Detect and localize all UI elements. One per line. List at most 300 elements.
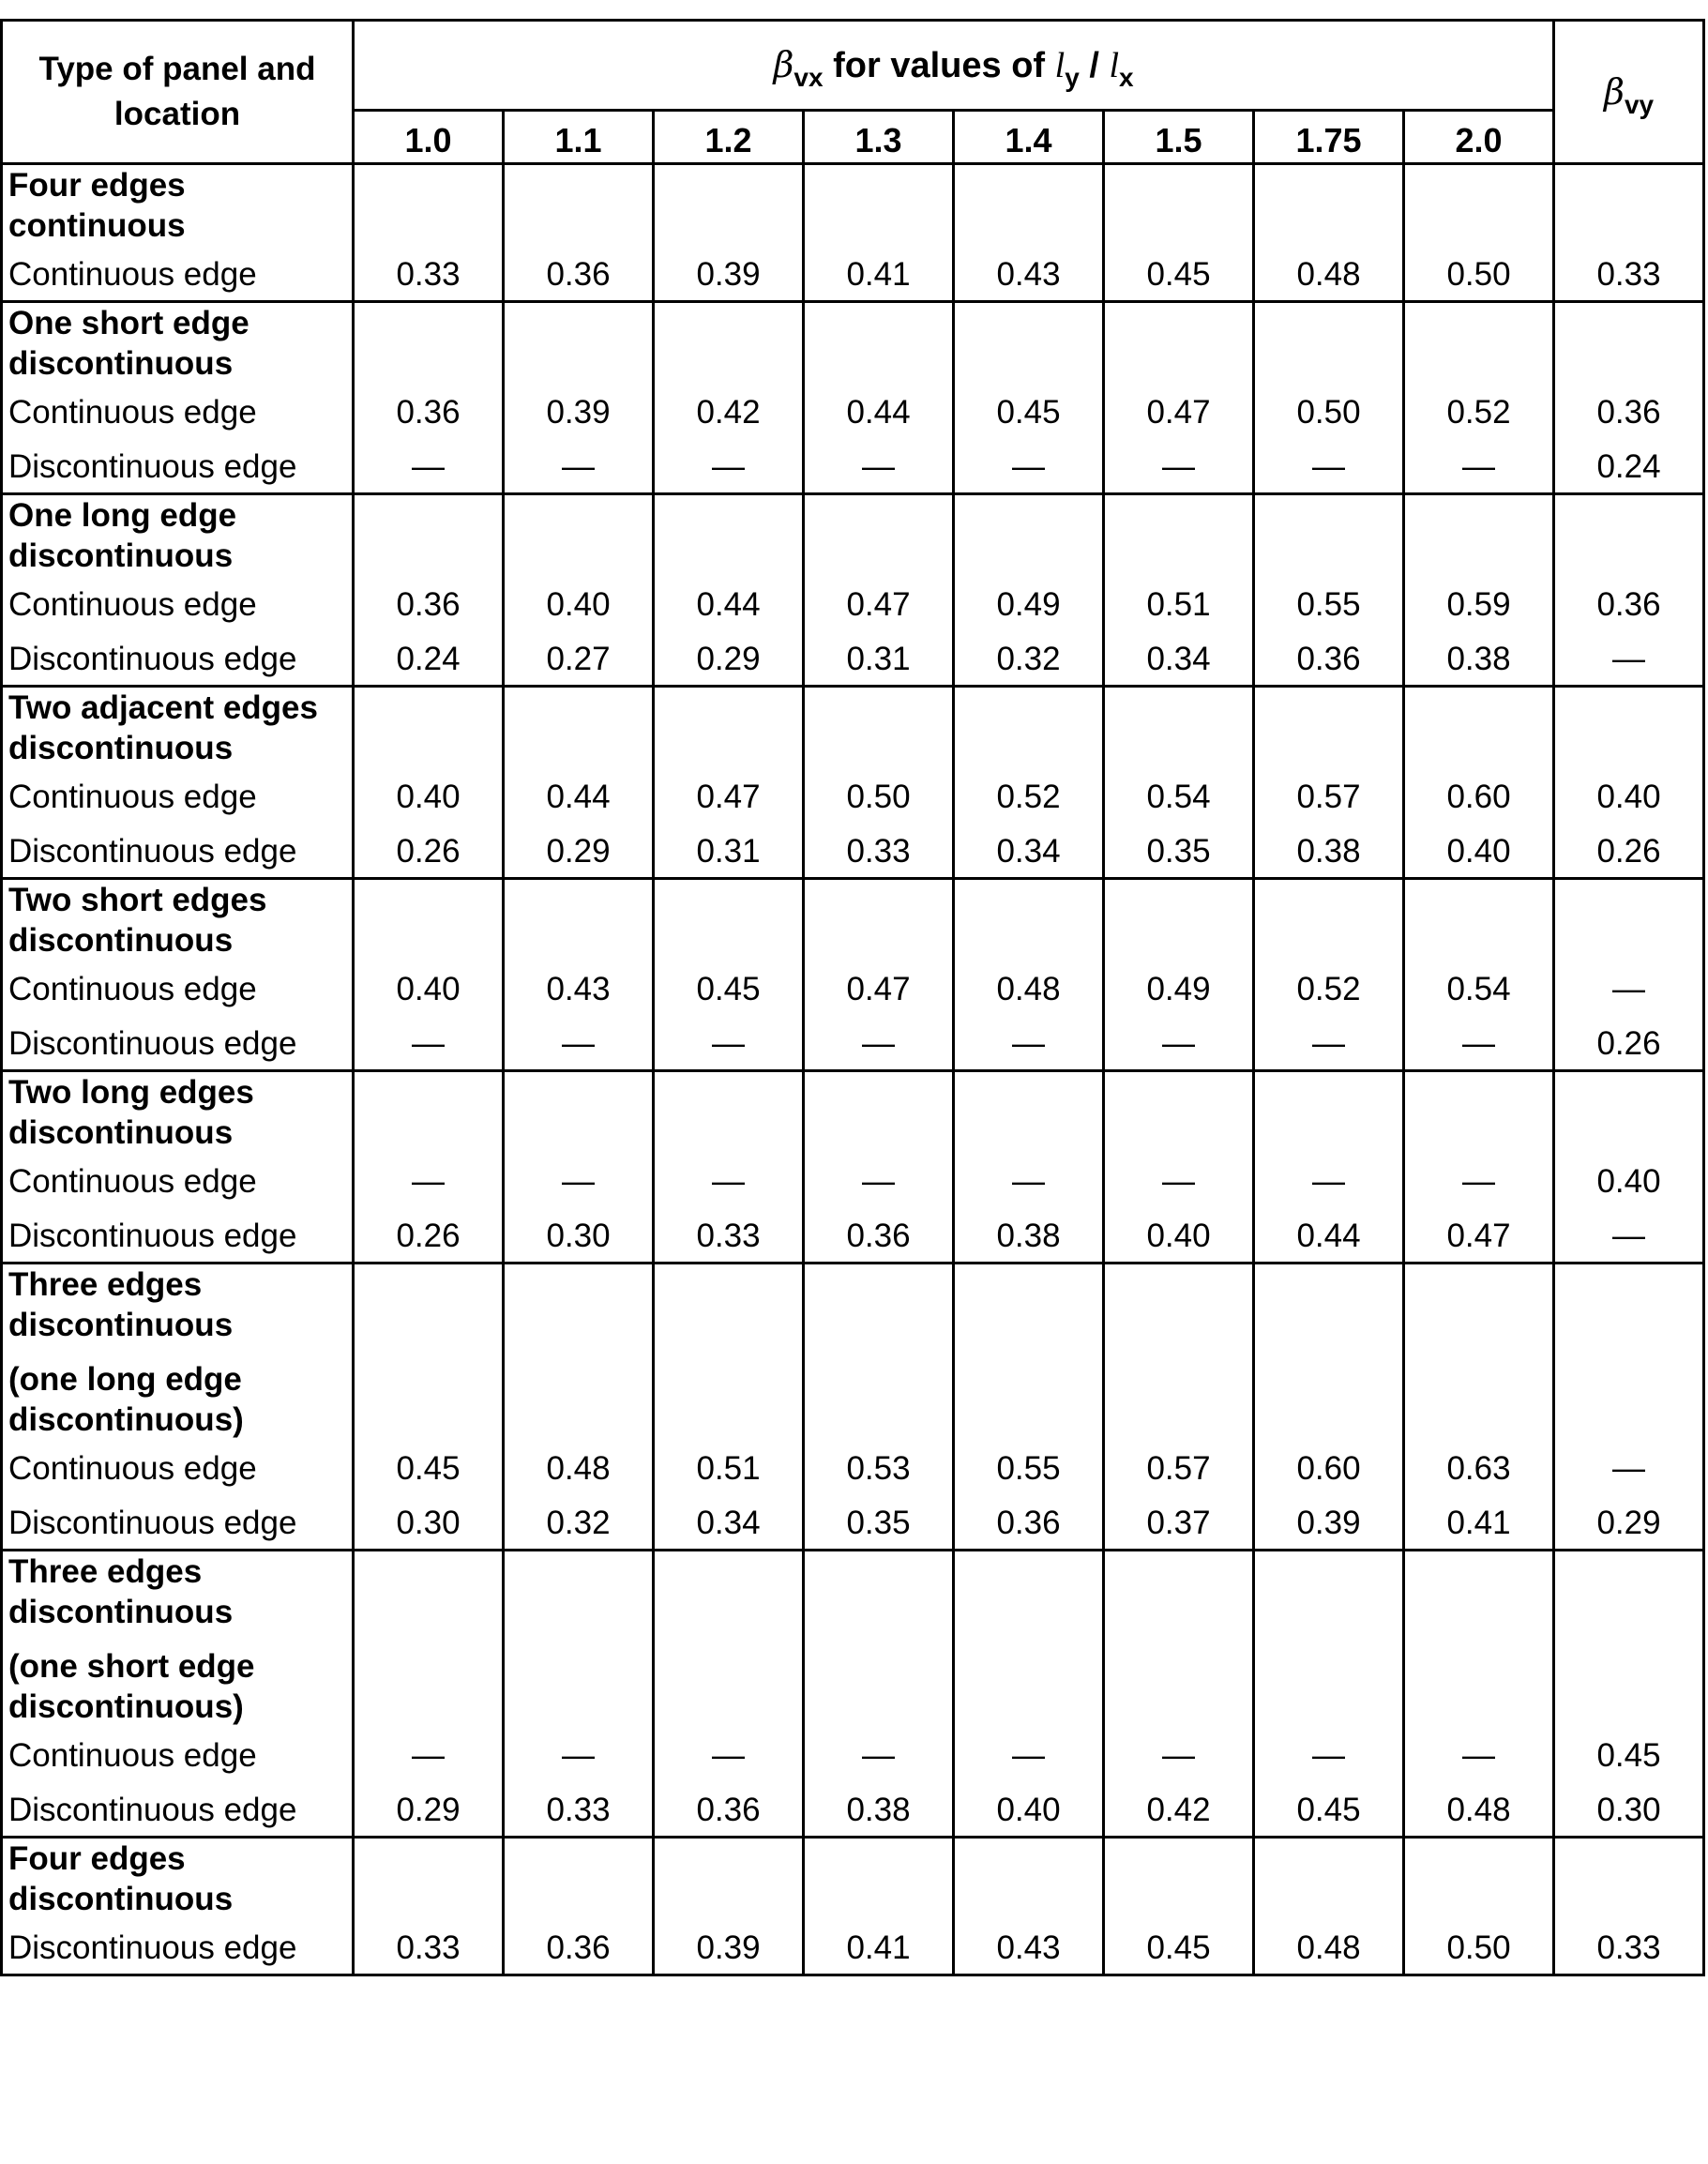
heading-spacer (8, 1345, 352, 1359)
beta-vx-value: — (1462, 1163, 1496, 1200)
cell-spacer (1405, 1072, 1552, 1112)
panel-type-cell (2, 1551, 354, 1838)
cell-spacer (355, 1072, 502, 1112)
beta-vy-value: 0.40 (1596, 779, 1661, 815)
cell-spacer (355, 1305, 502, 1345)
cell-spacer (1105, 165, 1252, 205)
beta-vx-value: — (412, 448, 445, 485)
cell-spacer (355, 165, 502, 205)
cell-spacer (355, 1345, 502, 1385)
beta-vx-cell (1404, 1551, 1554, 1838)
beta-vy-symbol: β (1603, 70, 1625, 113)
beta-vx-value: 0.47 (1146, 394, 1211, 431)
ly-subscript: y (1065, 62, 1080, 92)
cell-spacer (1255, 1305, 1402, 1345)
beta-vx-value: 0.26 (396, 833, 461, 870)
cell-spacer (955, 1672, 1102, 1713)
beta-vx-cell (504, 879, 654, 1071)
panel-type-heading: discontinuous (8, 537, 234, 574)
cell-spacer (1555, 880, 1702, 920)
cell-spacer (1255, 1592, 1402, 1632)
panel-type-cell (2, 1071, 354, 1264)
cell-spacer (355, 920, 502, 961)
cell-spacer (1255, 1632, 1402, 1672)
cell-spacer (505, 1426, 652, 1440)
beta-vx-value: — (1312, 1025, 1345, 1062)
cell-spacer (655, 536, 802, 576)
beta-vx-value: 0.42 (1146, 1792, 1211, 1828)
beta-vx-cell (654, 1071, 804, 1264)
beta-vx-value: — (1012, 1025, 1045, 1062)
beta-vx-cell (954, 687, 1104, 879)
beta-vx-cell (954, 1838, 1104, 1975)
cell-spacer (505, 343, 652, 384)
beta-vx-value: 0.34 (696, 1505, 761, 1541)
beta-vx-value: 0.41 (846, 1929, 911, 1966)
beta-vy-value: 0.36 (1596, 394, 1661, 431)
cell-spacer (355, 1632, 502, 1672)
cell-spacer (355, 728, 502, 768)
cell-spacer (655, 1112, 802, 1153)
cell-spacer (805, 1713, 952, 1727)
beta-vx-value: 0.29 (696, 641, 761, 677)
beta-vx-cell (954, 1264, 1104, 1551)
cell-spacer (1105, 728, 1252, 768)
cell-spacer (1105, 1879, 1252, 1919)
panel-type-heading: One short edge (8, 305, 249, 341)
beta-vx-value: — (1162, 1163, 1195, 1200)
cell-spacer (505, 495, 652, 536)
cell-spacer (1555, 495, 1702, 536)
cell-spacer (955, 1592, 1102, 1632)
panel-group-row (2, 687, 1704, 879)
cell-spacer (1405, 1879, 1552, 1919)
beta-vx-cell (354, 1071, 504, 1264)
cell-spacer (1555, 688, 1702, 728)
beta-vx-value: — (562, 1025, 595, 1062)
beta-vy-cell (1554, 1551, 1704, 1838)
beta-vx-cell (354, 879, 504, 1071)
edge-location-label: Discontinuous edge (8, 1929, 297, 1966)
beta-vx-value: — (862, 1737, 895, 1774)
cell-spacer (505, 165, 652, 205)
beta-vx-value: — (862, 448, 895, 485)
cell-spacer (955, 1345, 1102, 1385)
cell-spacer (1105, 1632, 1252, 1672)
beta-vx-value: 0.47 (846, 971, 911, 1007)
cell-spacer (1255, 920, 1402, 961)
beta-vx-cell (954, 1071, 1104, 1264)
beta-vx-value: 0.29 (396, 1792, 461, 1828)
beta-vx-value: — (1162, 448, 1195, 485)
beta-vx-value: — (562, 1737, 595, 1774)
beta-vx-cell (354, 494, 504, 687)
beta-vx-cell (1254, 1264, 1404, 1551)
panel-type-heading: discontinuous (8, 1307, 234, 1343)
cell-spacer (955, 920, 1102, 961)
cell-spacer (505, 1632, 652, 1672)
beta-vx-cell (804, 164, 954, 302)
cell-spacer (1405, 343, 1552, 384)
cell-spacer (805, 1879, 952, 1919)
beta-vx-cell (1404, 687, 1554, 879)
beta-vx-value: 0.31 (846, 641, 911, 677)
beta-vx-value: — (412, 1737, 445, 1774)
cell-spacer (1105, 303, 1252, 343)
beta-vx-cell (804, 302, 954, 494)
cell-spacer (655, 1879, 802, 1919)
beta-vx-value: 0.48 (996, 971, 1061, 1007)
panel-type-heading: Two short edges (8, 882, 267, 918)
panel-type-heading: discontinuous) (8, 1401, 244, 1438)
cell-spacer (1105, 495, 1252, 536)
beta-vy-value: — (1612, 1218, 1646, 1254)
beta-vy-value: — (1612, 641, 1646, 677)
panel-type-cell (2, 164, 354, 302)
cell-spacer (1105, 1385, 1252, 1426)
beta-vx-value: 0.36 (546, 256, 611, 293)
beta-vx-cell (504, 164, 654, 302)
beta-vy-value: 0.36 (1596, 586, 1661, 623)
cell-spacer (1255, 165, 1402, 205)
beta-vx-cell (954, 494, 1104, 687)
cell-spacer (955, 1072, 1102, 1112)
cell-spacer (505, 303, 652, 343)
beta-vx-value: 0.38 (1446, 641, 1511, 677)
beta-vx-value: 0.52 (1446, 394, 1511, 431)
edge-location-label: Discontinuous edge (8, 448, 297, 485)
cell-spacer (1405, 495, 1552, 536)
cell-spacer (955, 1839, 1102, 1879)
edge-location-label: Discontinuous edge (8, 1792, 297, 1828)
edge-location-label: Discontinuous edge (8, 1218, 297, 1254)
cell-spacer (355, 536, 502, 576)
edge-location-label: Discontinuous edge (8, 1025, 297, 1062)
type-of-panel-header: Type of panel and location (2, 21, 354, 164)
beta-vx-value: 0.52 (1296, 971, 1361, 1007)
beta-vx-cell (354, 1551, 504, 1838)
cell-spacer (955, 688, 1102, 728)
beta-vx-cell (1254, 494, 1404, 687)
beta-vx-cell (654, 494, 804, 687)
ratio-header: 1.4 (954, 110, 1104, 163)
cell-spacer (1405, 1264, 1552, 1305)
cell-spacer (655, 165, 802, 205)
cell-spacer (805, 536, 952, 576)
cell-spacer (1255, 1385, 1402, 1426)
cell-spacer (955, 536, 1102, 576)
cell-spacer (505, 1551, 652, 1592)
beta-vx-cell (804, 1071, 954, 1264)
beta-vx-value: 0.35 (846, 1505, 911, 1541)
cell-spacer (505, 1592, 652, 1632)
beta-vx-value: 0.48 (1296, 1929, 1361, 1966)
cell-spacer (805, 1592, 952, 1632)
beta-vy-cell (1554, 494, 1704, 687)
cell-spacer (505, 205, 652, 246)
beta-vx-value: — (1162, 1025, 1195, 1062)
cell-spacer (655, 303, 802, 343)
cell-spacer (1405, 688, 1552, 728)
beta-vx-value: 0.38 (996, 1218, 1061, 1254)
beta-vx-value: 0.53 (846, 1450, 911, 1487)
beta-vx-value: — (1462, 1737, 1496, 1774)
beta-vx-value: 0.33 (546, 1792, 611, 1828)
cell-spacer (655, 1072, 802, 1112)
beta-vx-value: — (1312, 1163, 1345, 1200)
edge-location-label: Discontinuous edge (8, 641, 297, 677)
beta-vy-value: 0.26 (1596, 833, 1661, 870)
beta-vx-cell (354, 1264, 504, 1551)
cell-spacer (805, 165, 952, 205)
cell-spacer (505, 536, 652, 576)
beta-vx-cell (504, 1264, 654, 1551)
panel-type-heading: discontinuous (8, 922, 234, 959)
beta-vx-cell (1404, 879, 1554, 1071)
cell-spacer (1255, 1713, 1402, 1727)
cell-spacer (1255, 728, 1402, 768)
beta-vx-cell (504, 302, 654, 494)
beta-vx-value: 0.40 (396, 971, 461, 1007)
beta-vx-value: 0.60 (1296, 1450, 1361, 1487)
cell-spacer (655, 1264, 802, 1305)
cell-spacer (655, 920, 802, 961)
shear-coefficient-table (0, 19, 1705, 1976)
beta-vx-value: 0.47 (1446, 1218, 1511, 1254)
panel-type-heading: Three edges (8, 1266, 203, 1303)
beta-vy-cell (1554, 1264, 1704, 1551)
cell-spacer (505, 1385, 652, 1426)
cell-spacer (355, 1426, 502, 1440)
panel-type-heading: Three edges (8, 1553, 203, 1590)
panel-type-heading: discontinuous (8, 1594, 234, 1630)
beta-vx-value: — (862, 1025, 895, 1062)
cell-spacer (1105, 1305, 1252, 1345)
cell-spacer (1555, 1426, 1702, 1440)
beta-vx-cell (1404, 302, 1554, 494)
cell-spacer (1405, 1385, 1552, 1426)
cell-spacer (505, 1264, 652, 1305)
beta-vy-cell (1554, 164, 1704, 302)
cell-spacer (955, 1426, 1102, 1440)
cell-spacer (655, 495, 802, 536)
cell-spacer (655, 205, 802, 246)
beta-vx-cell (1254, 879, 1404, 1071)
beta-vx-cell (954, 302, 1104, 494)
cell-spacer (955, 1879, 1102, 1919)
beta-vx-value: 0.31 (696, 833, 761, 870)
beta-vx-value: 0.41 (846, 256, 911, 293)
cell-spacer (1255, 205, 1402, 246)
cell-spacer (1105, 1112, 1252, 1153)
beta-vy-value: 0.33 (1596, 256, 1661, 293)
cell-spacer (805, 1839, 952, 1879)
beta-vx-value: 0.49 (996, 586, 1061, 623)
edge-location-label: Continuous edge (8, 1737, 257, 1774)
panel-group-row (2, 1838, 1704, 1975)
beta-vx-cell (804, 1264, 954, 1551)
cell-spacer (805, 728, 952, 768)
panel-type-cell (2, 494, 354, 687)
cell-spacer (1555, 1713, 1702, 1727)
panel-group-row (2, 1551, 1704, 1838)
cell-spacer (1105, 1839, 1252, 1879)
beta-vx-cell (954, 164, 1104, 302)
panel-type-heading: Four edges (8, 167, 186, 204)
beta-vx-value: — (1462, 448, 1496, 485)
beta-vx-cell (1104, 1071, 1254, 1264)
beta-vx-cell (1104, 302, 1254, 494)
cell-spacer (1105, 1072, 1252, 1112)
cell-spacer (1405, 1839, 1552, 1879)
beta-vx-value: 0.36 (996, 1505, 1061, 1541)
cell-spacer (355, 1112, 502, 1153)
cell-spacer (505, 1072, 652, 1112)
beta-vx-value: 0.44 (696, 586, 761, 623)
cell-spacer (355, 688, 502, 728)
beta-vx-cell (954, 1551, 1104, 1838)
cell-spacer (1405, 880, 1552, 920)
beta-vx-cell (1254, 164, 1404, 302)
beta-vx-value: — (1312, 448, 1345, 485)
cell-spacer (1405, 1632, 1552, 1672)
cell-spacer (805, 1264, 952, 1305)
cell-spacer (955, 1385, 1102, 1426)
cell-spacer (655, 1551, 802, 1592)
cell-spacer (505, 1672, 652, 1713)
beta-vx-cell (1254, 1551, 1404, 1838)
beta-vx-cell (1104, 1551, 1254, 1838)
cell-spacer (955, 343, 1102, 384)
cell-spacer (1105, 1264, 1252, 1305)
cell-spacer (1255, 1839, 1402, 1879)
cell-spacer (505, 1345, 652, 1385)
beta-vx-value: 0.47 (696, 779, 761, 815)
beta-vx-value: 0.24 (396, 641, 461, 677)
cell-spacer (355, 1713, 502, 1727)
cell-spacer (655, 1672, 802, 1713)
beta-vx-cell (804, 1551, 954, 1838)
beta-vx-cell (1404, 1071, 1554, 1264)
beta-vx-value: 0.30 (546, 1218, 611, 1254)
cell-spacer (1405, 728, 1552, 768)
beta-vx-value: — (1012, 1737, 1045, 1774)
ratio-header: 1.3 (804, 110, 954, 163)
beta-vy-value: 0.24 (1596, 448, 1661, 485)
cell-spacer (955, 165, 1102, 205)
cell-spacer (355, 303, 502, 343)
cell-spacer (805, 920, 952, 961)
beta-vx-cell (1404, 494, 1554, 687)
beta-vx-value: 0.39 (1296, 1505, 1361, 1541)
cell-spacer (1555, 728, 1702, 768)
cell-spacer (805, 1672, 952, 1713)
panel-group-row (2, 164, 1704, 302)
beta-vx-value: 0.52 (996, 779, 1061, 815)
cell-spacer (1255, 536, 1402, 576)
cell-spacer (1255, 1426, 1402, 1440)
cell-spacer (1405, 1592, 1552, 1632)
cell-spacer (955, 1713, 1102, 1727)
cell-spacer (805, 880, 952, 920)
panel-type-heading: (one long edge (8, 1361, 242, 1398)
cell-spacer (1405, 1305, 1552, 1345)
header-row-top (2, 21, 1704, 111)
cell-spacer (1255, 1112, 1402, 1153)
beta-vx-header (354, 21, 1554, 111)
cell-spacer (805, 303, 952, 343)
beta-vx-value: 0.57 (1296, 779, 1361, 815)
beta-vx-cell (1404, 1838, 1554, 1975)
cell-spacer (955, 1264, 1102, 1305)
beta-vx-value: 0.43 (996, 1929, 1061, 1966)
beta-vx-value: 0.42 (696, 394, 761, 431)
ratio-header: 1.0 (354, 110, 504, 163)
beta-vx-value: 0.44 (1296, 1218, 1361, 1254)
beta-vx-value: 0.57 (1146, 1450, 1211, 1487)
beta-vx-value: 0.32 (996, 641, 1061, 677)
beta-vx-value: 0.36 (696, 1792, 761, 1828)
cell-spacer (955, 495, 1102, 536)
cell-spacer (1555, 1385, 1702, 1426)
panel-group-row (2, 1071, 1704, 1264)
lx-symbol: l (1109, 45, 1120, 85)
beta-vx-cell (654, 1264, 804, 1551)
beta-vx-value: 0.50 (1296, 394, 1361, 431)
cell-spacer (655, 1305, 802, 1345)
cell-spacer (1255, 1264, 1402, 1305)
table-body (2, 164, 1704, 1975)
beta-vx-value: — (712, 448, 745, 485)
cell-spacer (805, 1305, 952, 1345)
beta-vx-value: 0.40 (1446, 833, 1511, 870)
cell-spacer (505, 728, 652, 768)
beta-vy-value: 0.33 (1596, 1929, 1661, 1966)
cell-spacer (655, 1385, 802, 1426)
cell-spacer (355, 1839, 502, 1879)
panel-type-heading: Two adjacent edges (8, 689, 318, 726)
beta-vx-value: 0.29 (546, 833, 611, 870)
beta-vx-value: 0.34 (996, 833, 1061, 870)
cell-spacer (1105, 1592, 1252, 1632)
cell-spacer (655, 728, 802, 768)
panel-type-cell (2, 1264, 354, 1551)
panel-group-row (2, 302, 1704, 494)
beta-vx-cell (804, 879, 954, 1071)
ratio-header: 1.5 (1104, 110, 1254, 163)
beta-vx-cell (1104, 1838, 1254, 1975)
cell-spacer (1405, 536, 1552, 576)
cell-spacer (1555, 205, 1702, 246)
beta-vx-cell (1104, 687, 1254, 879)
cell-spacer (355, 880, 502, 920)
beta-vx-value: 0.37 (1146, 1505, 1211, 1541)
ratio-header: 1.2 (654, 110, 804, 163)
beta-vx-value: — (712, 1737, 745, 1774)
beta-vx-cell (804, 1838, 954, 1975)
beta-vx-cell (954, 879, 1104, 1071)
beta-vx-value: — (562, 1163, 595, 1200)
beta-vx-value: 0.44 (846, 394, 911, 431)
beta-vy-cell (1554, 1071, 1704, 1264)
cell-spacer (1255, 1072, 1402, 1112)
beta-vx-symbol: β (773, 43, 794, 85)
beta-vx-cell (654, 1838, 804, 1975)
beta-vy-value: 0.30 (1596, 1792, 1661, 1828)
cell-spacer (805, 1426, 952, 1440)
beta-vx-value: 0.32 (546, 1505, 611, 1541)
cell-spacer (505, 1879, 652, 1919)
